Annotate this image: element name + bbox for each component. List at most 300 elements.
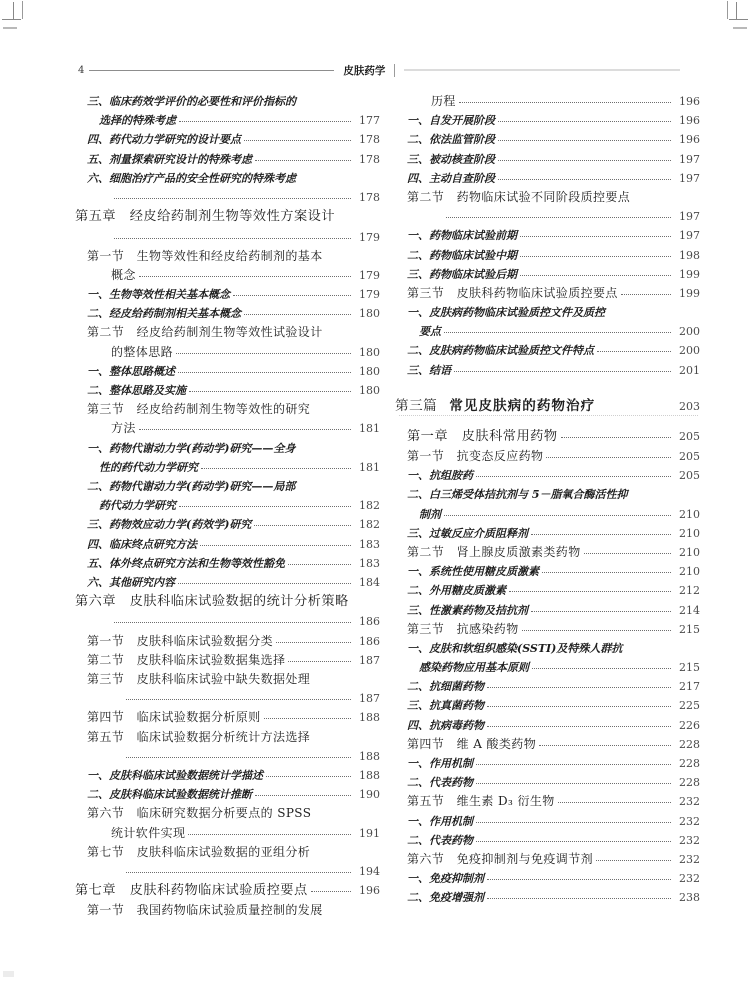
toc-entry-label: 四、主动自查阶段 [407, 171, 495, 185]
toc-entry-label: 三、结语 [407, 363, 451, 377]
toc-page-number: 215 [679, 622, 700, 636]
toc-entry-item[interactable] [395, 565, 700, 577]
toc-entry-item[interactable] [75, 499, 380, 511]
toc-page-number: 182 [359, 499, 380, 513]
toc-entry-label: 第二节 皮肤科临床试验数据集选择 [87, 652, 286, 667]
toc-page-number: 197 [679, 229, 700, 243]
toc-leader-dots [201, 461, 351, 471]
toc-entry-item[interactable] [75, 557, 380, 569]
toc-page-number: 188 [359, 768, 380, 782]
toc-entry-label: 第三节 皮肤科药物临床试验质控要点 [407, 285, 618, 300]
toc-entry-label: 一、药物临床试验前期 [407, 229, 517, 243]
toc-entry-item[interactable] [395, 325, 700, 337]
toc-entry-item[interactable] [75, 480, 380, 492]
toc-entry-item[interactable] [395, 344, 700, 356]
toc-entry-label: 三、临床药效学评价的必要性和评价指标的 [87, 95, 296, 108]
toc-entry-label: 二、整体思路及实施 [87, 384, 186, 398]
toc-page-number: 217 [679, 680, 700, 694]
toc-entry-label: 一、皮肤科临床试验数据统计学描述 [87, 768, 263, 782]
toc-entry-label: 一、作用机制 [407, 814, 473, 828]
toc-leader-dots [454, 364, 671, 374]
toc-leader-dots [244, 133, 351, 143]
toc-leader-dots [596, 853, 671, 863]
toc-leader-dots [459, 95, 671, 105]
toc-leader-dots [314, 807, 351, 817]
toc-entry-chap[interactable] [75, 210, 380, 223]
toc-page-number: 232 [679, 872, 700, 886]
toc-leader-dots [539, 738, 671, 748]
toc-entry-label: 一、整体思路概述 [87, 364, 175, 378]
toc-entry-label: 二、经皮给药制剂相关基本概念 [87, 307, 241, 321]
toc-leader-dots [487, 680, 671, 690]
toc-leader-dots [114, 615, 351, 625]
toc-entry-label: 感染药物应用基本原则 [419, 661, 529, 675]
toc-part-heading[interactable] [395, 394, 700, 416]
toc-leader-dots [509, 584, 671, 594]
toc-page-number: 228 [679, 757, 700, 771]
toc-entry-label: 一、自发开展阶段 [407, 114, 495, 128]
toc-entry-item[interactable] [395, 364, 700, 376]
toc-leader-dots [288, 654, 351, 664]
toc-entry-label: 二、皮肤科临床试验数据统计推断 [87, 788, 252, 802]
toc-entry-label: 三、抗真菌药物 [407, 699, 484, 713]
toc-leader-dots [542, 565, 671, 575]
toc-entry-item[interactable] [395, 604, 700, 616]
toc-page-number: 180 [359, 384, 380, 398]
toc-entry-item[interactable] [75, 172, 380, 184]
toc-leader-dots [244, 307, 351, 317]
toc-entry-item[interactable] [395, 133, 700, 145]
toc-page-number: 186 [359, 615, 380, 629]
toc-entry-label: 一、抗组胺药 [407, 469, 473, 483]
toc-leader-dots [326, 326, 351, 336]
toc-entry-sec[interactable] [395, 738, 700, 750]
toc-entry-label: 制剂 [419, 507, 441, 521]
toc-entry-sec[interactable] [395, 191, 700, 203]
toc-leader-dots [233, 288, 351, 298]
toc-page-number: 201 [679, 363, 700, 377]
toc-entry-sec[interactable] [395, 546, 700, 558]
toc-entry-item[interactable] [395, 488, 700, 500]
toc-entry-item[interactable] [395, 680, 700, 692]
toc-entry-label: 方法 [111, 421, 136, 436]
toc-page-number: 214 [679, 603, 700, 617]
toc-leader-dots [476, 776, 671, 786]
toc-leader-dots [311, 884, 351, 894]
toc-entry-label: 第五章 经皮给药制剂生物等效性方案设计 [75, 209, 336, 225]
toc-entry-item[interactable] [395, 661, 700, 673]
toc-entry-sec[interactable] [395, 795, 700, 807]
toc-leader-dots [126, 750, 351, 760]
toc-page-number: 232 [679, 833, 700, 847]
toc-entry-item[interactable] [75, 442, 380, 454]
toc-leader-dots [546, 450, 671, 460]
toc-entry-label: 第二节 经皮给药制剂生物等效性试验设计 [87, 325, 323, 340]
toc-entry-sec[interactable] [395, 287, 700, 299]
toc-entry-label: 二、药物临床试验中期 [407, 248, 517, 262]
toc-column-right [395, 95, 700, 911]
toc-page-number: 205 [679, 469, 700, 483]
toc-entry-sec[interactable] [75, 346, 380, 358]
toc-leader-dots [313, 731, 351, 741]
toc-page-number: 238 [679, 891, 700, 905]
toc-entry-label: 概念 [111, 267, 136, 282]
toc-leader-dots [487, 699, 671, 709]
toc-entry-item[interactable] [75, 538, 380, 550]
toc-entry-label: 三、性激素药物及拮抗剂 [407, 603, 528, 617]
toc-part-row [395, 394, 700, 414]
toc-entry-label: 第三节 皮肤科临床试验中缺失数据处理 [87, 672, 311, 687]
toc-page-number: 179 [359, 288, 380, 302]
toc-leader-dots [298, 442, 351, 452]
toc-entry-item[interactable] [75, 231, 380, 243]
toc-page-number: 177 [359, 114, 380, 128]
toc-entry-sec[interactable] [75, 807, 380, 819]
toc-leader-dots [584, 546, 671, 556]
toc-entry-label: 第四节 临床试验数据分析原则 [87, 710, 261, 725]
toc-entry-label: 二、免疫增强剂 [407, 891, 484, 905]
toc-entry-label: 二、皮肤病药物临床试验质控文件特点 [407, 344, 594, 358]
toc-entry-sec[interactable] [75, 865, 380, 877]
toc-page-number: 228 [679, 737, 700, 751]
crop-mark-top-left-dash [3, 27, 17, 29]
toc-entry-label: 二、代表药物 [407, 776, 473, 790]
toc-page-number: 210 [679, 526, 700, 540]
toc-entry-label: 一、系统性使用糖皮质激素 [407, 565, 539, 579]
toc-entry-label: 一、皮肤和软组织感染(SSTI)及特殊人群抗 [407, 641, 623, 655]
toc-entry-item[interactable] [395, 114, 700, 126]
toc-page-number: 183 [359, 556, 380, 570]
toc-entry-label: 六、细胞治疗产品的安全性研究的特殊考虑 [87, 171, 296, 185]
toc-leader-dots [531, 527, 671, 537]
toc-entry-sec[interactable] [75, 711, 380, 723]
toc-entry-label: 统计软件实现 [111, 825, 186, 840]
toc-page-number: 226 [679, 718, 700, 732]
toc-entry-item[interactable] [75, 769, 380, 781]
toc-leader-dots [326, 904, 351, 914]
toc-leader-dots [139, 269, 351, 279]
toc-entry-sec[interactable] [75, 731, 380, 743]
toc-entry-label: 六、其他研究内容 [87, 575, 175, 589]
running-head [78, 62, 680, 78]
toc-entry-item[interactable] [75, 114, 380, 126]
toc-entry-chap[interactable] [75, 595, 380, 608]
toc-entry-sec[interactable] [395, 450, 700, 462]
toc-leader-dots [299, 172, 351, 182]
toc-leader-dots [487, 872, 671, 882]
toc-leader-dots [299, 95, 351, 105]
toc-leader-dots [444, 508, 671, 518]
toc-leader-dots [338, 210, 351, 220]
toc-page-number: 180 [359, 307, 380, 321]
toc-leader-dots [200, 538, 351, 548]
toc-leader-dots [633, 191, 671, 201]
toc-entry-item[interactable] [395, 834, 700, 846]
toc-leader-dots [313, 846, 351, 856]
toc-entry-chap[interactable] [395, 430, 700, 443]
toc-leader-dots [476, 834, 671, 844]
toc-entry-sec[interactable] [75, 250, 380, 262]
toc-leader-dots [288, 557, 351, 567]
toc-page-number: 228 [679, 776, 700, 790]
crop-mark-bottom-left-dash [3, 971, 14, 977]
toc-entry-label: 二、代表药物 [407, 833, 473, 847]
toc-leader-dots [179, 499, 351, 509]
running-head-rule-right [404, 69, 680, 71]
toc-entry-item[interactable] [395, 815, 700, 827]
toc-page-number: 210 [679, 545, 700, 559]
toc-entry-label: 二、白三烯受体拮抗剂与 5－脂氧合酶活性抑 [407, 488, 628, 502]
toc-entry-sec[interactable] [75, 403, 380, 415]
crop-mark-top-right-vertical [736, 2, 737, 20]
running-head-separator [394, 64, 395, 77]
toc-page-number: 200 [679, 325, 700, 339]
toc-leader-dots [520, 229, 671, 239]
toc-entry-label: 第三节 经皮给药制剂生物等效性的研究 [87, 402, 311, 417]
toc-page-number: 200 [679, 344, 700, 358]
toc-entry-label: 一、药物代谢动力学(药动学)研究——全身 [87, 441, 296, 455]
toc-entry-item[interactable] [395, 249, 700, 261]
toc-entry-item[interactable] [395, 268, 700, 280]
toc-entry-item[interactable] [395, 527, 700, 539]
toc-entry-label: 三、药物临床试验后期 [407, 267, 517, 281]
toc-page-number: 181 [359, 460, 380, 474]
toc-leader-dots [266, 769, 351, 779]
toc-entry-label: 一、作用机制 [407, 757, 473, 771]
toc-entry-item[interactable] [395, 229, 700, 241]
toc-entry-label: 四、药代动力学研究的设计要点 [87, 133, 241, 147]
toc-entry-item[interactable] [395, 776, 700, 788]
toc-entry-label: 历程 [431, 94, 456, 108]
toc-page-number: 212 [679, 584, 700, 598]
toc-entry-item[interactable] [395, 872, 700, 884]
toc-page-number: 188 [359, 711, 380, 725]
toc-entry-label: 第六节 免疫抑制剂与免疫调节剂 [407, 851, 594, 866]
toc-entry-item[interactable] [395, 642, 700, 654]
toc-entry-label: 第三节 抗感染药物 [407, 621, 519, 636]
toc-part-label [395, 394, 595, 414]
toc-page-number: 179 [359, 268, 380, 282]
toc-page-number: 199 [679, 286, 700, 300]
toc-leader-dots [476, 757, 671, 767]
toc-page-number: 196 [679, 95, 700, 108]
toc-entry-label: 第二节 肾上腺皮质激素类药物 [407, 544, 581, 559]
toc-leader-dots [176, 346, 351, 356]
toc-entry-item[interactable] [395, 719, 700, 731]
toc-entry-label: 第一节 抗变态反应药物 [407, 449, 544, 464]
toc-leader-dots [126, 692, 351, 702]
toc-entry-sec[interactable] [75, 269, 380, 281]
toc-entry-sec[interactable] [75, 904, 380, 916]
toc-entry-label: 三、被动核查阶段 [407, 152, 495, 166]
toc-leader-dots [520, 249, 671, 259]
page-folio: 4 [78, 64, 85, 76]
toc-leader-dots [264, 711, 351, 721]
toc-leader-dots [114, 231, 351, 241]
toc-entry-item[interactable] [75, 788, 380, 800]
toc-leader-dots [476, 469, 671, 479]
toc-page-number: 197 [679, 171, 700, 185]
toc-entry-item[interactable] [395, 469, 700, 481]
toc-entry-item[interactable] [395, 584, 700, 596]
toc-page-number: 196 [679, 114, 700, 128]
toc-entry-label: 要点 [419, 325, 441, 339]
toc-leader-dots [276, 635, 351, 645]
toc-entry-label: 五、体外终点研究方法和生物等效性豁免 [87, 556, 285, 570]
toc-entry-label: 一、皮肤病药物临床试验质控文件及质控 [407, 306, 605, 320]
toc-leader-dots [255, 788, 351, 798]
crop-mark-top-right-tick [727, 1, 728, 19]
toc-entry-item[interactable] [75, 365, 380, 377]
toc-entry-label: 二、依法监管阶段 [407, 133, 495, 147]
toc-entry-label: 五、剂量探索研究设计的特殊考虑 [87, 152, 252, 166]
toc-entry-item[interactable] [75, 518, 380, 530]
toc-leader-dots [476, 815, 671, 825]
toc-leader-dots [531, 604, 671, 614]
toc-entry-sec[interactable] [395, 853, 700, 865]
toc-entry-item[interactable] [75, 95, 380, 107]
toc-leader-dots [597, 344, 671, 354]
toc-leader-dots [298, 480, 351, 490]
toc-entry-item[interactable] [75, 133, 380, 145]
toc-entry-item[interactable] [395, 699, 700, 711]
toc-leader-dots [313, 403, 351, 413]
crop-mark-top-left-tick [22, 1, 23, 19]
toc-leader-dots [625, 642, 671, 652]
toc-page-number: 205 [679, 429, 700, 443]
toc-page-number: 196 [679, 133, 700, 147]
toc-entry-label: 第一章 皮肤科常用药物 [407, 428, 558, 444]
toc-entry-label: 第五节 维生素 D₃ 衍生物 [407, 794, 555, 809]
toc-entry-item[interactable] [75, 153, 380, 165]
toc-page-number: 232 [679, 852, 700, 866]
toc-leader-dots [189, 384, 351, 394]
toc-entry-sec[interactable] [75, 827, 380, 839]
toc-entry-chap[interactable] [75, 884, 380, 897]
toc-leader-dots [444, 325, 671, 335]
toc-entry-sec[interactable] [395, 210, 700, 222]
toc-entry-item[interactable] [395, 508, 700, 520]
toc-page-number: 197 [679, 152, 700, 166]
toc-entry-item[interactable] [75, 576, 380, 588]
toc-entry-sec[interactable] [395, 623, 700, 635]
toc-entry-label: 四、临床终点研究方法 [87, 537, 197, 551]
toc-entry-sec[interactable] [75, 635, 380, 647]
toc-leader-dots [522, 623, 671, 633]
toc-leader-dots [178, 365, 351, 375]
toc-entry-item[interactable] [395, 172, 700, 184]
toc-entry-item[interactable] [75, 384, 380, 396]
toc-entry-item[interactable] [75, 288, 380, 300]
toc-leader-dots [255, 153, 351, 163]
toc-page-number: 197 [679, 210, 700, 224]
toc-entry-item[interactable] [75, 461, 380, 473]
toc-entry-item[interactable] [395, 153, 700, 165]
toc-leader-dots [188, 827, 351, 837]
toc-entry-label: 第六章 皮肤科临床试验数据的统计分析策略 [75, 594, 349, 610]
toc-entry-label: 一、免疫抑制剂 [407, 872, 484, 886]
toc-leader-dots [139, 422, 351, 432]
toc-leader-dots [498, 153, 671, 163]
toc-page-number: 188 [359, 749, 380, 763]
toc-leader-dots [179, 114, 351, 124]
toc-page-number: 205 [679, 450, 700, 464]
toc-page-number: 232 [679, 814, 700, 828]
toc-leader-dots [498, 133, 671, 143]
toc-entry-label: 三、过敏反应介质阻释剂 [407, 526, 528, 540]
toc-entry-item[interactable] [395, 306, 700, 318]
toc-page-number: 187 [359, 653, 380, 667]
toc-page-number: 182 [359, 518, 380, 532]
toc-leader-dots [487, 719, 671, 729]
crop-mark-top-right-dash [733, 27, 747, 29]
toc-entry-sec[interactable] [75, 673, 380, 685]
toc-entry-label: 药代动力学研究 [99, 499, 176, 513]
toc-page-number: 187 [359, 692, 380, 706]
toc-page-number: 210 [679, 507, 700, 521]
toc-entry-sec[interactable] [75, 846, 380, 858]
toc-leader-dots [621, 287, 671, 297]
toc-page-number: 184 [359, 575, 380, 589]
toc-entry-label: 二、外用糖皮质激素 [407, 584, 506, 598]
crop-mark-top-right-horizontal [729, 19, 748, 20]
toc-page-number: 194 [359, 864, 380, 878]
toc-entry-sec[interactable] [75, 654, 380, 666]
toc-page-number: 180 [359, 364, 380, 378]
toc-entry-item[interactable] [75, 307, 380, 319]
toc-page-number: 190 [359, 788, 380, 802]
toc-page-number: 199 [679, 267, 700, 281]
toc-entry-sec[interactable] [75, 692, 380, 704]
toc-entry-item[interactable] [395, 891, 700, 903]
toc-entry-sec[interactable] [75, 326, 380, 338]
toc-entry-label: 第六节 临床研究数据分析要点的 SPSS [87, 806, 312, 821]
toc-leader-dots [630, 488, 671, 498]
toc-entry-label: 第一节 皮肤科临床试验数据分类 [87, 633, 274, 648]
toc-part-title: 常见皮肤病的药物治疗 [449, 397, 596, 414]
toc-entry-label: 第七章 皮肤科药物临床试验质控要点 [75, 883, 308, 899]
toc-entry-sec[interactable] [75, 750, 380, 762]
toc-page-number: 203 [679, 399, 700, 413]
toc-entry-item[interactable] [75, 615, 380, 627]
toc-leader-dots [558, 795, 671, 805]
toc-page-number: 210 [679, 565, 700, 579]
toc-leader-dots [178, 576, 351, 586]
toc-leader-dots [313, 673, 351, 683]
toc-entry-label: 的整体思路 [111, 344, 174, 359]
toc-leader-dots [608, 306, 671, 316]
toc-entry-sec[interactable] [395, 95, 700, 107]
toc-part-number: 第三篇 [395, 397, 438, 414]
toc-page-number: 180 [359, 345, 380, 359]
toc-entry-label: 二、抗细菌药物 [407, 680, 484, 694]
toc-leader-dots [498, 172, 671, 182]
toc-entry-label: 第一节 我国药物临床试验质量控制的发展 [87, 903, 323, 918]
toc-leader-dots [498, 114, 671, 124]
toc-entry-item[interactable] [75, 191, 380, 203]
toc-entry-label: 第五节 临床试验数据分析统计方法选择 [87, 729, 311, 744]
toc-entry-item[interactable] [395, 757, 700, 769]
running-head-title: 皮肤药学 [343, 64, 386, 77]
toc-entry-label: 第七节 皮肤科临床试验数据的亚组分析 [87, 844, 311, 859]
toc-page-number: 215 [679, 661, 700, 675]
toc-entry-sec[interactable] [75, 422, 380, 434]
running-head-rule-left [89, 70, 334, 71]
toc-page-number: 178 [359, 133, 380, 147]
toc-column-left [75, 95, 380, 924]
toc-entry-label: 第一节 生物等效性和经皮给药制剂的基本 [87, 248, 323, 263]
toc-leader-dots [520, 268, 671, 278]
